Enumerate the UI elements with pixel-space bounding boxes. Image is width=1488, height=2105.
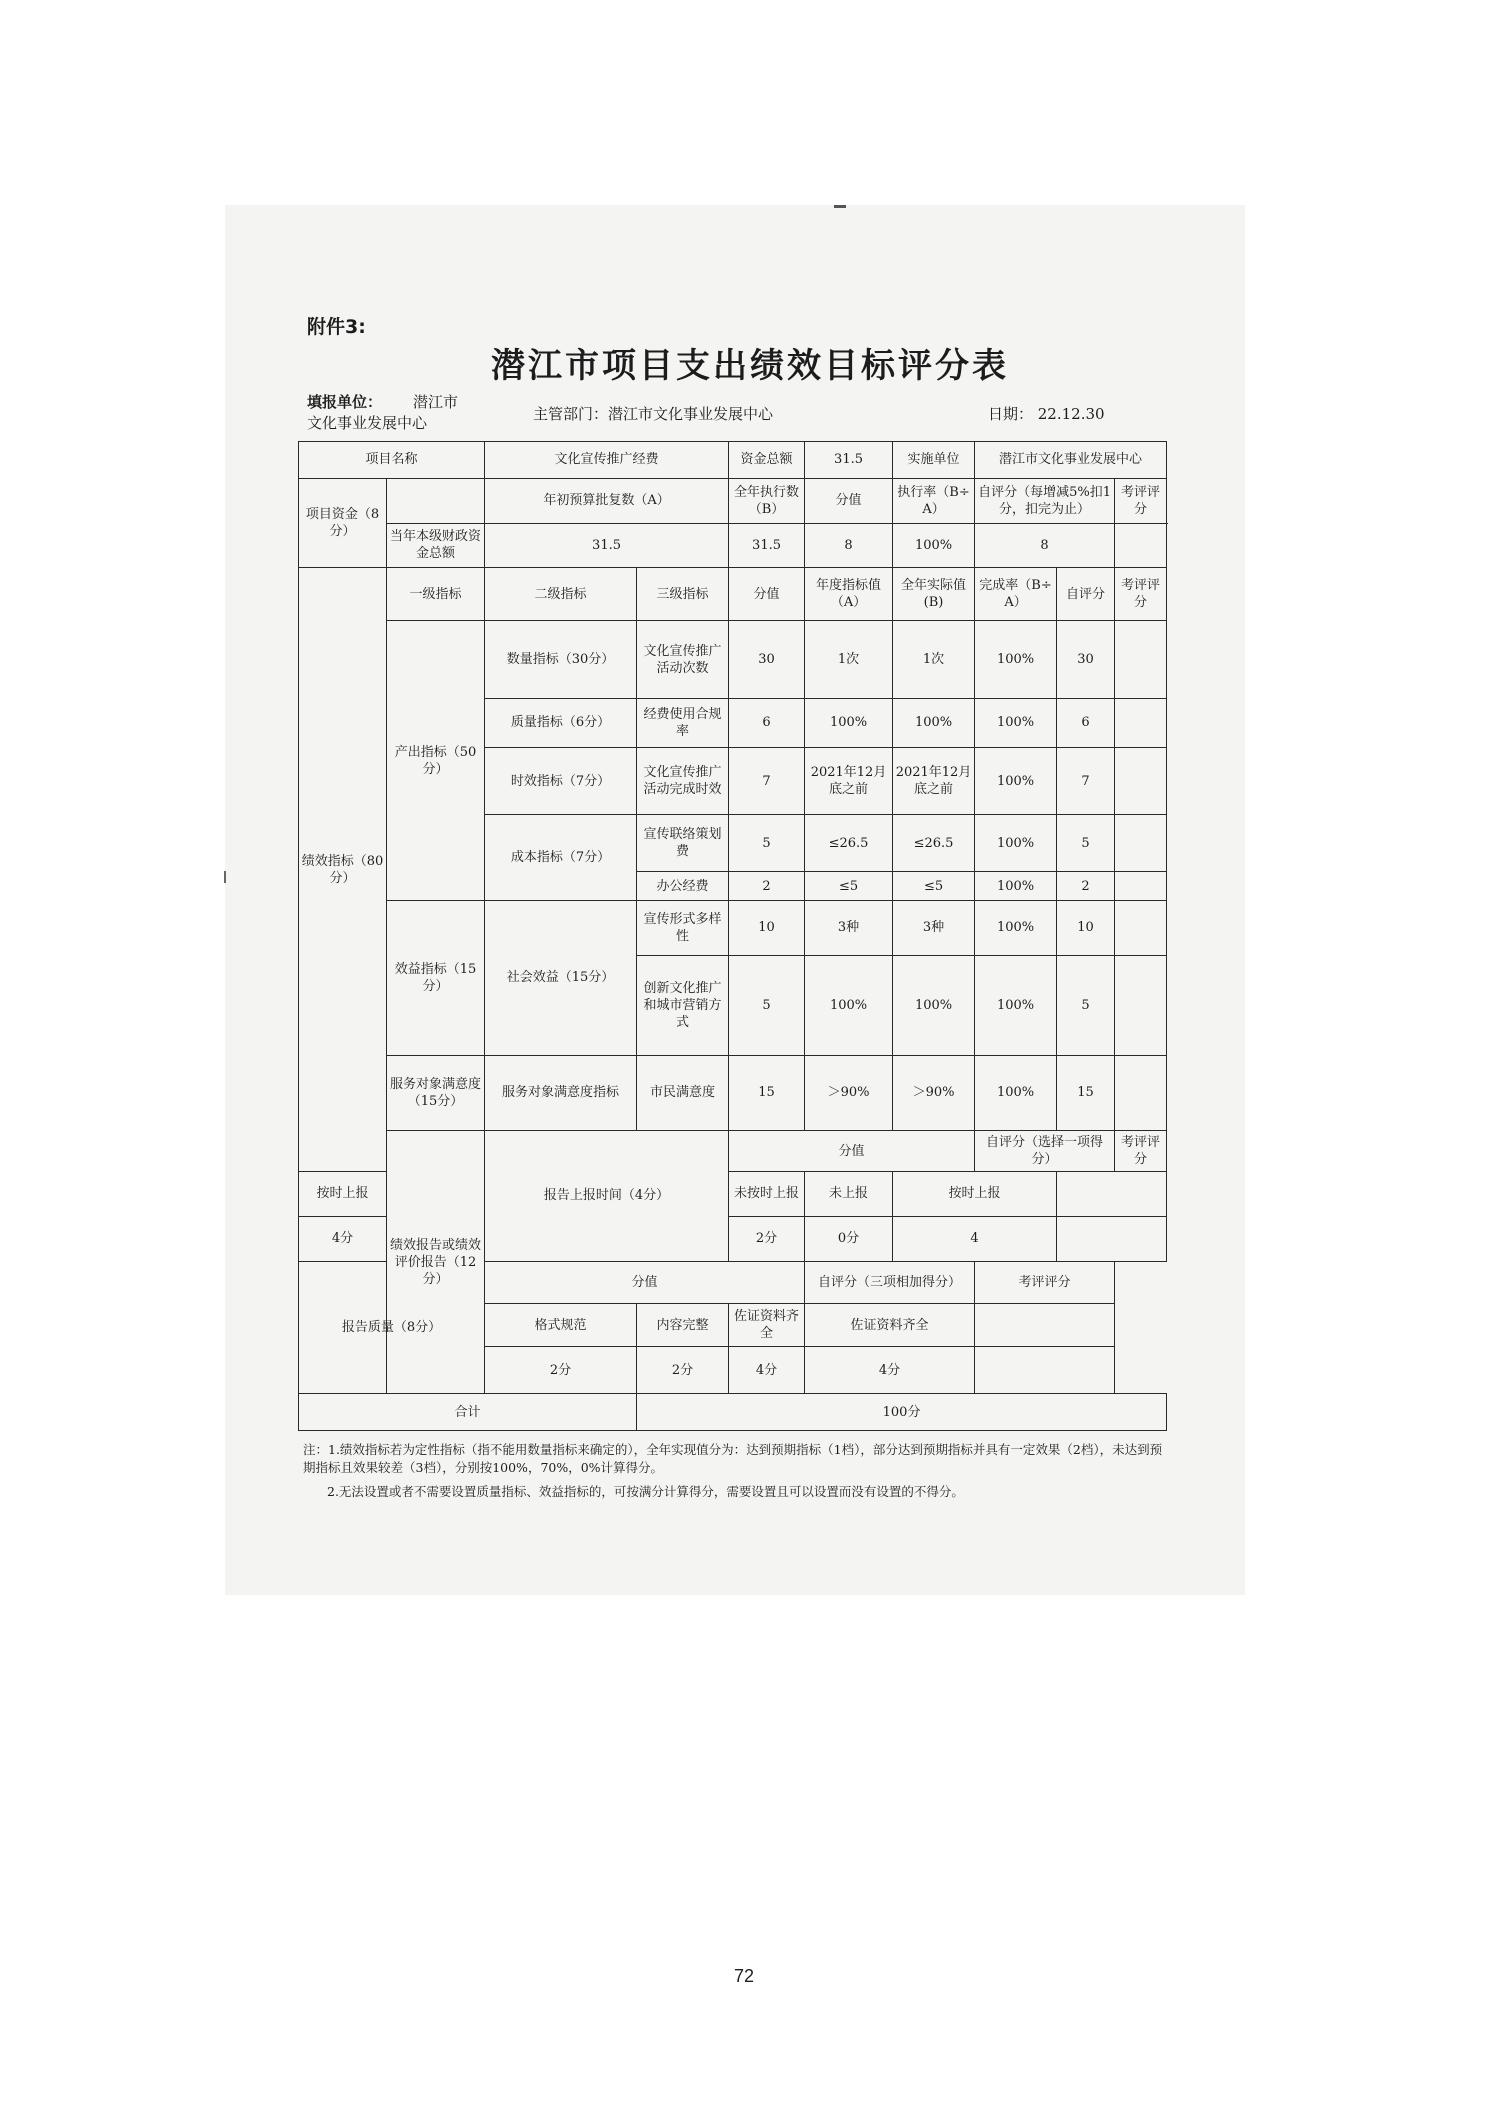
cell: 4分 (299, 1216, 387, 1261)
cell: 100% (805, 698, 893, 747)
cell: 年初预算批复数（A） (485, 478, 729, 523)
cell (1057, 1216, 1167, 1261)
cell: 2分 (729, 1216, 805, 1261)
cell: 考评评分 (1115, 1131, 1167, 1172)
cell: 佐证资料齐全 (805, 1304, 975, 1347)
cell: 5 (1057, 815, 1115, 872)
cell: 100% (975, 747, 1057, 814)
cell: 按时上报 (299, 1171, 387, 1216)
cell: 办公经费 (637, 872, 729, 901)
cell: 报告质量（8分） (299, 1261, 485, 1394)
cell: 2 (1057, 872, 1115, 901)
fill-unit-name-cont: 文化事业发展中心 (307, 414, 428, 432)
cell: 4分 (805, 1347, 975, 1394)
cell: ≤26.5 (805, 815, 893, 872)
cell: 社会效益（15分） (485, 900, 637, 1055)
cell: 100% (893, 698, 975, 747)
cell: 2021年12月底之前 (805, 747, 893, 814)
cell: 30 (1057, 621, 1115, 698)
cell: 31.5 (805, 442, 893, 479)
score-table (298, 441, 1167, 1431)
cell: 4分 (729, 1347, 805, 1394)
cell (1115, 815, 1167, 872)
cell: 100% (975, 815, 1057, 872)
cell (1115, 872, 1167, 901)
note-2: 2.无法设置或者不需要设置质量指标、效益指标的，可按满分计算得分，需要设置且可以设置而没有设置的不得分。 (327, 1484, 964, 1499)
cell: ≤5 (805, 872, 893, 901)
fill-unit-label: 填报单位： (307, 393, 383, 411)
cell: 效益指标（15分） (387, 900, 485, 1055)
cell: 服务对象满意度指标 (485, 1055, 637, 1130)
cell (975, 1347, 1115, 1394)
fill-unit-name: 潜江市 (413, 393, 459, 411)
table-row (299, 478, 1167, 523)
cell: ≤26.5 (893, 815, 975, 872)
cell: 格式规范 (485, 1304, 637, 1347)
table-row (299, 568, 1167, 621)
cell: 考评评分 (1115, 568, 1167, 621)
cell: 2分 (637, 1347, 729, 1394)
cell: 经费使用合规率 (637, 698, 729, 747)
cell: 一级指标 (387, 568, 485, 621)
cell: 100% (975, 955, 1057, 1055)
cell: 年度指标值（A） (805, 568, 893, 621)
cell: 1次 (805, 621, 893, 698)
cell: 自评分 (1057, 568, 1115, 621)
cell: 100% (975, 1055, 1057, 1130)
cell: 100% (975, 698, 1057, 747)
cell: 项目资金（8分） (299, 478, 387, 568)
document-title: 潜江市项目支出绩效目标评分表 (491, 346, 1009, 386)
cell: 绩效指标（80分） (299, 568, 387, 1172)
scan-mark (834, 205, 846, 208)
cell: 100% (893, 523, 975, 568)
cell: 宣传形式多样性 (637, 900, 729, 955)
cell: 文化宣传推广活动完成时效 (637, 747, 729, 814)
cell: 10 (729, 900, 805, 955)
cell: 100% (975, 872, 1057, 901)
cell: 1次 (893, 621, 975, 698)
cell: 15 (729, 1055, 805, 1130)
cell: 未按时上报 (729, 1171, 805, 1216)
cell: 成本指标（7分） (485, 815, 637, 901)
table-notes (303, 1441, 1163, 1501)
cell: 2021年12月底之前 (893, 747, 975, 814)
cell: 当年本级财政资金总额 (387, 523, 485, 568)
cell: 未上报 (805, 1171, 893, 1216)
cell (1115, 523, 1167, 568)
cell: 自评分（选择一项得分） (975, 1131, 1115, 1172)
cell: ≤5 (893, 872, 975, 901)
table-row (299, 1131, 1167, 1172)
cell: 按时上报 (893, 1171, 1057, 1216)
cell: 佐证资料齐全 (729, 1304, 805, 1347)
report-date: 日期： 22.12.30 (988, 405, 1105, 423)
supervisor-dept: 主管部门：潜江市文化事业发展中心 (533, 405, 774, 423)
cell: 数量指标（30分） (485, 621, 637, 698)
cell: 宣传联络策划费 (637, 815, 729, 872)
cell: 31.5 (729, 523, 805, 568)
table-row (299, 621, 1167, 698)
total-value-cell: 100分 (637, 1394, 1167, 1431)
scan-mark (224, 871, 226, 883)
cell: 100% (893, 955, 975, 1055)
cell: 5 (729, 815, 805, 872)
cell: 3种 (893, 900, 975, 955)
cell: 执行率（B÷A） (893, 478, 975, 523)
cell: 市民满意度 (637, 1055, 729, 1130)
cell: 5 (729, 955, 805, 1055)
cell (1115, 1055, 1167, 1130)
cell: 0分 (805, 1216, 893, 1261)
cell: 资金总额 (729, 442, 805, 479)
cell: 全年实际值(B) (893, 568, 975, 621)
cell: 自评分（每增减5%扣1分，扣完为止） (975, 478, 1115, 523)
cell: 100% (975, 621, 1057, 698)
cell: 6 (1057, 698, 1115, 747)
cell: 产出指标（50分） (387, 621, 485, 900)
cell (1115, 747, 1167, 814)
total-label-cell: 合计 (299, 1394, 637, 1431)
cell: 服务对象满意度（15分） (387, 1055, 485, 1130)
cell: ＞90% (893, 1055, 975, 1130)
cell: 分值 (485, 1261, 805, 1304)
cell: 文化宣传推广活动次数 (637, 621, 729, 698)
cell (1057, 1171, 1167, 1216)
cell: 分值 (729, 568, 805, 621)
cell: 文化宣传推广经费 (485, 442, 729, 479)
attachment-label: 附件3: (307, 316, 366, 338)
cell: 10 (1057, 900, 1115, 955)
table-row (299, 1394, 1167, 1431)
cell: 考评评分 (975, 1261, 1115, 1304)
cell: 自评分（三项相加得分） (805, 1261, 975, 1304)
cell: 绩效报告或绩效评价报告（12分） (387, 1131, 485, 1394)
cell: 7 (729, 747, 805, 814)
cell: 分值 (729, 1131, 975, 1172)
cell: 分值 (805, 478, 893, 523)
table-row (299, 442, 1167, 479)
cell: 2 (729, 872, 805, 901)
cell: 考评评分 (1115, 478, 1167, 523)
cell: 7 (1057, 747, 1115, 814)
table-row (299, 1055, 1167, 1130)
cell: 100% (805, 955, 893, 1055)
cell: 实施单位 (893, 442, 975, 479)
cell: 创新文化推广和城市营销方式 (637, 955, 729, 1055)
cell: 15 (1057, 1055, 1115, 1130)
cell: 项目名称 (299, 442, 485, 479)
cell: 二级指标 (485, 568, 637, 621)
table-row (299, 900, 1167, 955)
cell: 3种 (805, 900, 893, 955)
cell (975, 1304, 1115, 1347)
cell: 4 (893, 1216, 1057, 1261)
page-number: 72 (733, 1966, 755, 1986)
cell: 6 (729, 698, 805, 747)
table-row (299, 523, 1167, 568)
cell: 三级指标 (637, 568, 729, 621)
cell: 全年执行数（B） (729, 478, 805, 523)
note-1: 注：1.绩效指标若为定性指标（指不能用数量指标来确定的），全年实现值分为：达到预期指标（1档），部分达到预期指标并具有一定效果（2档），未达到预期指标且效果较差（3档），分别按100%，70%，0%计算得分。 (303, 1442, 1163, 1475)
cell: 完成率（B÷A） (975, 568, 1057, 621)
cell: 30 (729, 621, 805, 698)
cell (1115, 621, 1167, 698)
cell: ＞90% (805, 1055, 893, 1130)
cell (387, 478, 485, 523)
cell: 8 (975, 523, 1115, 568)
cell (1115, 698, 1167, 747)
cell: 潜江市文化事业发展中心 (975, 442, 1167, 479)
cell: 报告上报时间（4分） (485, 1131, 729, 1262)
cell: 内容完整 (637, 1304, 729, 1347)
cell: 100% (975, 900, 1057, 955)
cell: 5 (1057, 955, 1115, 1055)
cell: 时效指标（7分） (485, 747, 637, 814)
cell: 2分 (485, 1347, 637, 1394)
cell: 质量指标（6分） (485, 698, 637, 747)
cell: 8 (805, 523, 893, 568)
cell (1115, 955, 1167, 1055)
cell (1115, 900, 1167, 955)
cell: 31.5 (485, 523, 729, 568)
